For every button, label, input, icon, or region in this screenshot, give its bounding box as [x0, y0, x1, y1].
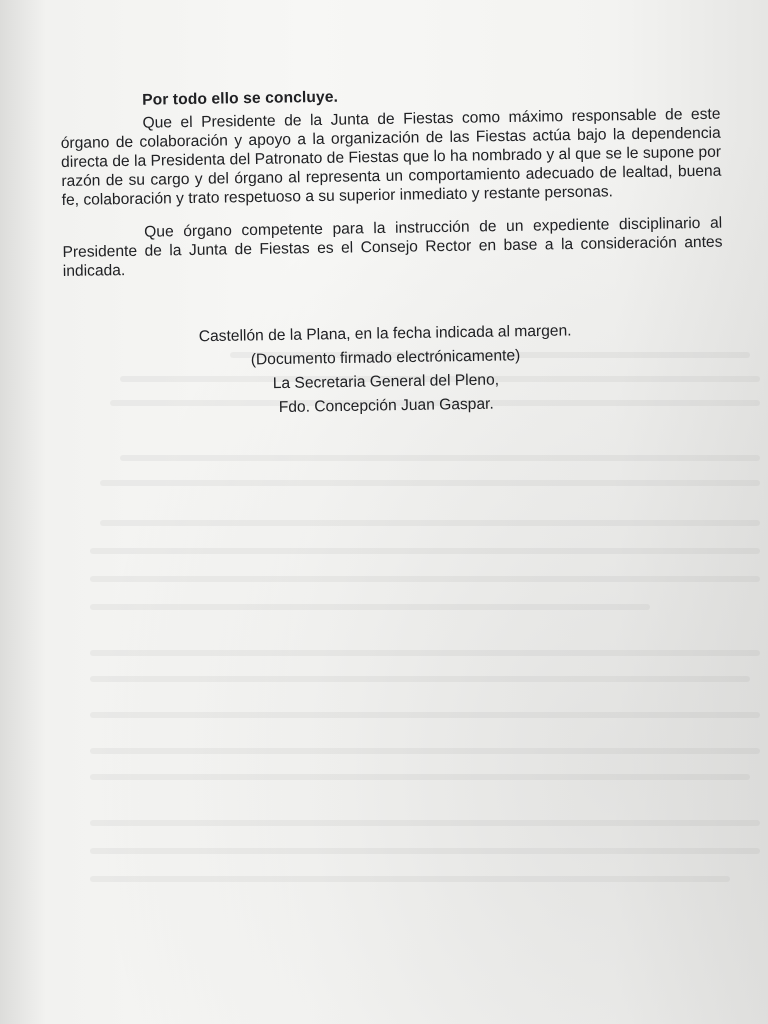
show-through-line [90, 548, 760, 554]
show-through-line [90, 774, 750, 780]
show-through-line [100, 520, 760, 526]
show-through-line [120, 455, 760, 461]
show-through-line [90, 848, 760, 854]
show-through-line [90, 676, 750, 682]
paragraph-2: Que órgano competente para la instrucción de un expediente disciplinario al Presidente de la Junta de Fiestas es el Consejo Rector en base a la consideración antes indicada. [62, 214, 723, 280]
show-through-line [90, 820, 760, 826]
signatory-name: Fdo. Concepción Juan Gaspar. [278, 395, 494, 416]
show-through-line [90, 712, 760, 718]
show-through-line [90, 576, 760, 582]
signature-block [150, 319, 621, 422]
paragraph-1: Que el Presidente de la Junta de Fiestas como máximo responsable de este órgano de colaboración y apoyo a la organización de las Fiestas actúa bajo la dependencia directa de la Presidenta del Patronato de Fiestas que lo ha nombrado y al que se le supone por razón de su cargo y del órgano al representa un comportamiento adecuado de lealtad, buena fe, colaboración y trato respetuoso a su superior inmediato y restante personas. [60, 105, 722, 209]
show-through-line [90, 604, 650, 610]
place-date: Castellón de la Plana, en la fecha indicada al margen. [198, 322, 572, 346]
conclusion-heading: Por todo ello se concluye. [142, 88, 339, 109]
show-through-line [100, 480, 760, 486]
show-through-line [90, 650, 760, 656]
signatory-role: La Secretaria General del Pleno, [272, 371, 500, 393]
show-through-line [90, 748, 760, 754]
show-through-line [90, 876, 730, 882]
document-body [60, 82, 723, 295]
signed-note: (Documento firmado electrónicamente) [250, 347, 521, 369]
